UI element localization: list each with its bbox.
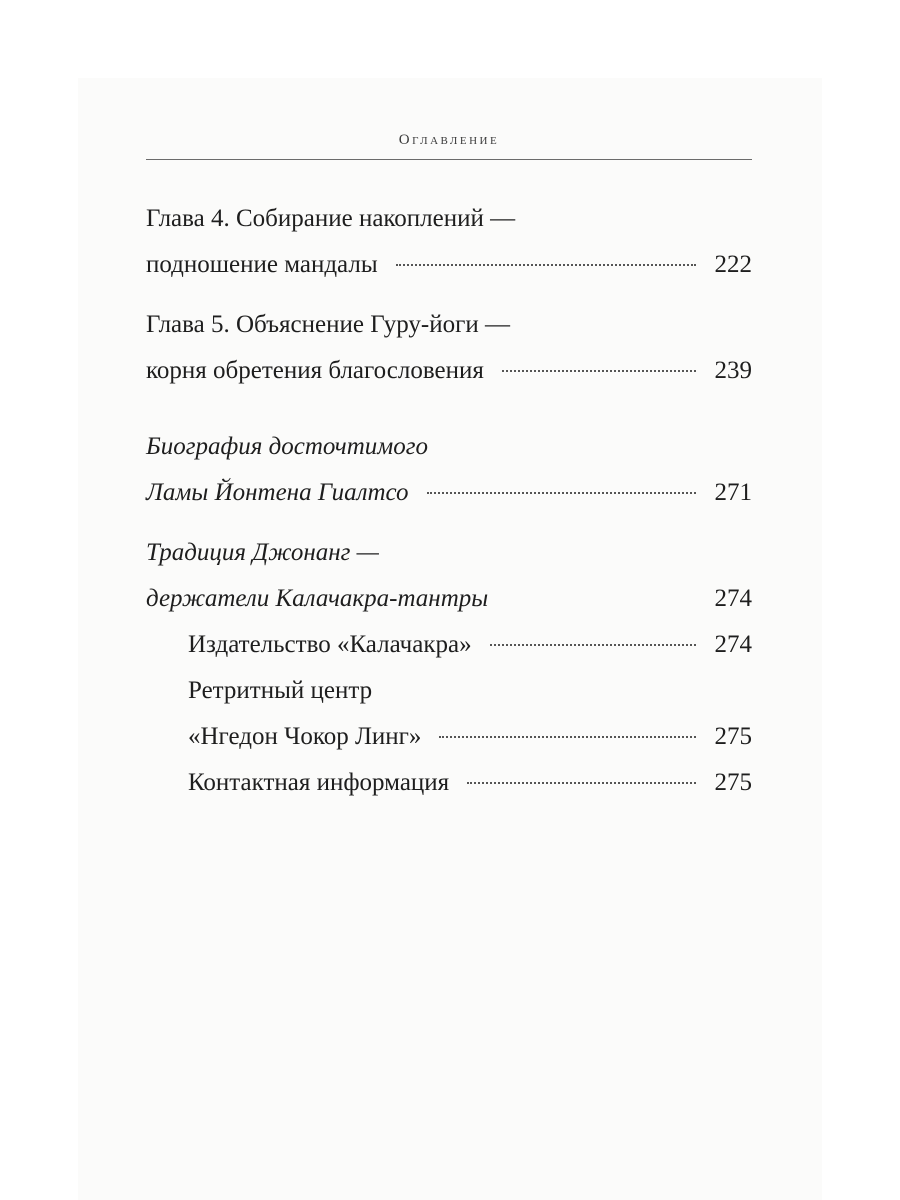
toc-page-number: 274 xyxy=(714,631,752,658)
toc-entry-title-line: Биография досточтимого xyxy=(146,433,428,460)
toc-entry-chapter-4[interactable] xyxy=(146,196,752,288)
toc-entry-title-line: Ретритный центр xyxy=(188,677,373,704)
toc-entry-title-line: «Нгедон Чокор Линг» xyxy=(188,723,422,750)
toc-page-number: 274 xyxy=(714,585,752,612)
toc-entry-biography[interactable] xyxy=(146,424,752,516)
toc-entry-contact-info[interactable] xyxy=(146,760,752,806)
dot-leader xyxy=(427,491,697,494)
toc-entry-title-line: Ламы Йонтена Гиалтсо xyxy=(146,479,409,506)
toc-entry-kalachakra-publishing[interactable] xyxy=(146,622,752,668)
dot-leader xyxy=(490,643,696,646)
header-rule xyxy=(146,159,752,160)
toc-entry-jonang-tradition[interactable] xyxy=(146,530,752,622)
toc-entry-title-line: Издательство «Калачакра» xyxy=(188,631,472,658)
toc-entry-title-line: Традиция Джонанг — xyxy=(146,539,379,566)
dot-leader xyxy=(467,781,696,784)
running-head: Оглавление xyxy=(398,132,500,148)
toc-page-number: 275 xyxy=(714,723,752,750)
toc-entry-title-line: Глава 4. Собирание накоплений — xyxy=(146,205,516,232)
toc-entry-title-line: подношение мандалы xyxy=(146,251,378,278)
toc-entry-chapter-5[interactable] xyxy=(146,302,752,394)
toc-entry-title-line: Контактная информация xyxy=(188,769,450,796)
toc-entry-title-line: держатели Калачакра-тантры xyxy=(146,585,489,612)
dot-leader xyxy=(506,599,696,600)
toc-entry-retreat-center[interactable] xyxy=(146,668,752,760)
toc-entry-title-line: корня обретения благословения xyxy=(146,357,484,384)
dot-leader xyxy=(396,263,696,266)
table-of-contents xyxy=(146,196,752,806)
dot-leader xyxy=(439,735,696,738)
dot-leader xyxy=(502,369,696,372)
toc-page-number: 275 xyxy=(714,769,752,796)
toc-page-number: 271 xyxy=(714,479,752,506)
toc-entry-title-line: Глава 5. Объяснение Гуру-йоги — xyxy=(146,311,510,338)
toc-page-number: 239 xyxy=(714,357,752,384)
toc-page-number: 222 xyxy=(714,251,752,278)
